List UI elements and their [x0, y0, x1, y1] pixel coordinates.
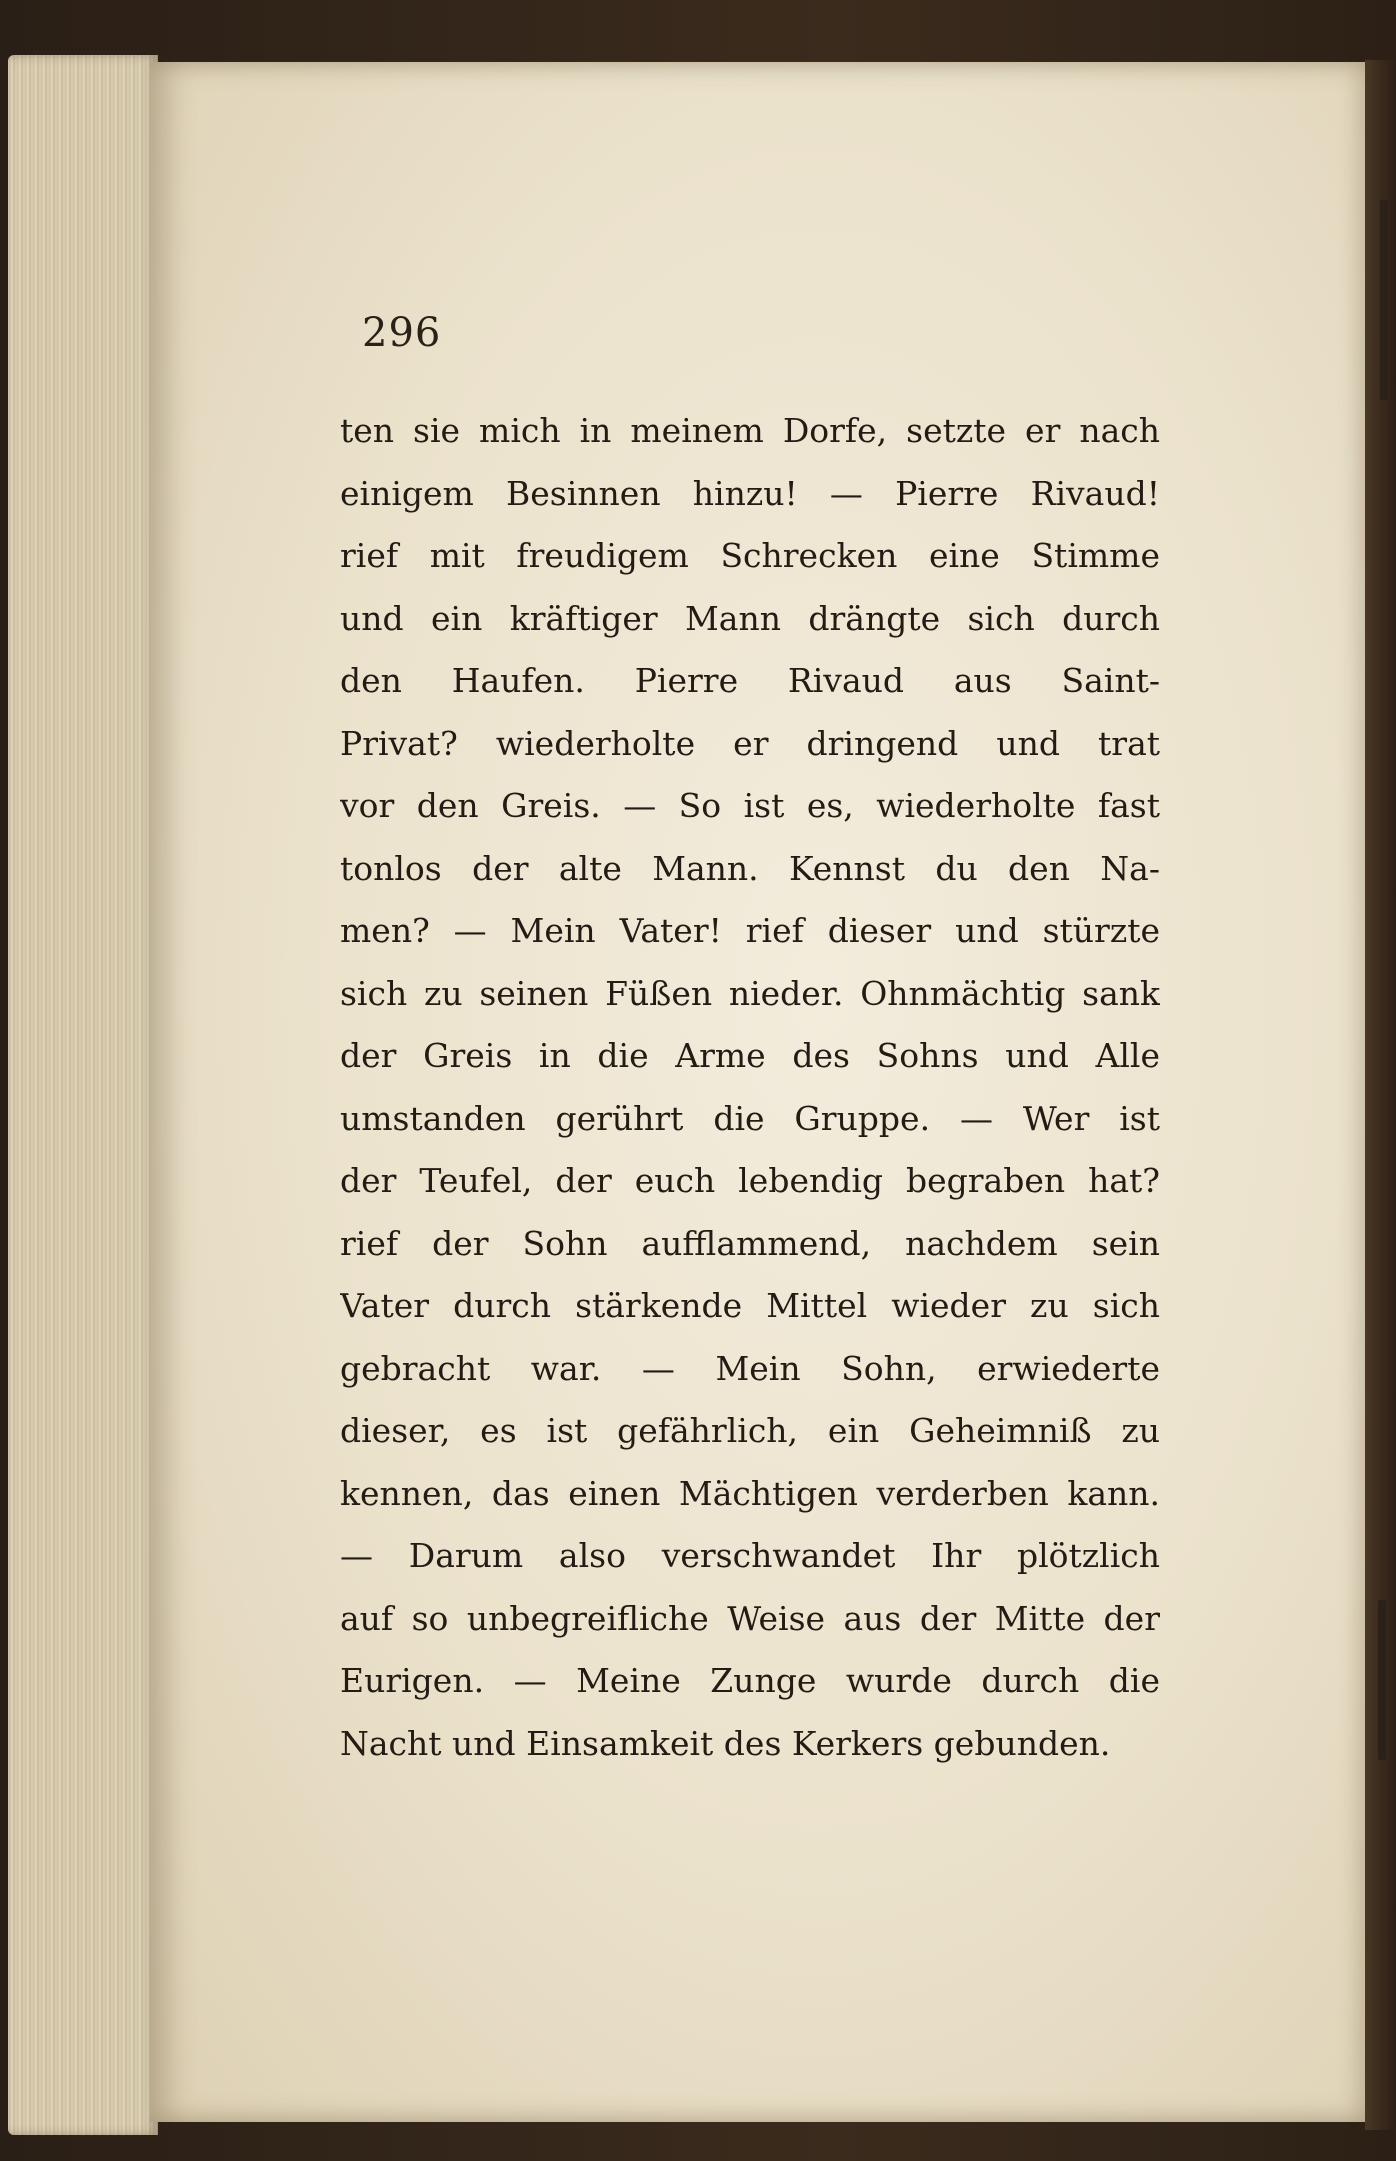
text-line: tonlos der alte Mann. Kennst du den Na-	[340, 848, 1160, 888]
page-marker	[1380, 200, 1388, 400]
text-line: Privat? wiederholte er dringend und trat	[340, 723, 1160, 763]
text-line: ten sie mich in meinem Dorfe, setzte er nach	[340, 411, 1160, 450]
text-line: rief der Sohn aufflammend, nachdem sein	[340, 1223, 1160, 1263]
text-line: — Darum also verschwandet Ihr plötzlich	[340, 1536, 1160, 1575]
text-line: auf so unbegreifliche Weise aus der Mitte der	[340, 1598, 1160, 1638]
text-line: umstanden gerührt die Gruppe. — Wer ist	[340, 1098, 1160, 1138]
text-line: gebracht war. — Mein Sohn, erwiederte	[340, 1348, 1160, 1388]
text-line: der Teufel, der euch lebendig begraben hat?	[340, 1161, 1160, 1200]
text-line: sich zu seinen Füßen nieder. Ohnmächtig sank	[340, 973, 1160, 1013]
text-line: Nacht und Einsamkeit des Kerkers gebunden.	[340, 1723, 1111, 1763]
text-line: und ein kräftiger Mann drängte sich durch	[340, 598, 1160, 638]
page-marker	[1378, 1600, 1386, 1760]
page-number: 296	[362, 310, 442, 356]
text-line: rief mit freudigem Schrecken eine Stimme	[340, 536, 1160, 575]
text-line: vor den Greis. — So ist es, wiederholte fast	[340, 786, 1160, 825]
page-edges	[8, 55, 158, 2135]
text-line: men? — Mein Vater! rief dieser und stürzte	[340, 911, 1160, 950]
text-line: dieser, es ist gefährlich, ein Geheimniß zu	[340, 1411, 1160, 1450]
text-line: einigem Besinnen hinzu! — Pierre Rivaud!	[340, 473, 1160, 513]
text-line: Eurigen. — Meine Zunge wurde durch die	[340, 1661, 1160, 1700]
text-line: der Greis in die Arme des Sohns und Alle	[340, 1036, 1160, 1075]
body-text	[340, 400, 1160, 1775]
text-line: Vater durch stärkende Mittel wieder zu sich	[340, 1286, 1160, 1325]
text-line: kennen, das einen Mächtigen verderben kann.	[340, 1473, 1160, 1513]
text-line: den Haufen. Pierre Rivaud aus Saint-	[340, 661, 1160, 700]
